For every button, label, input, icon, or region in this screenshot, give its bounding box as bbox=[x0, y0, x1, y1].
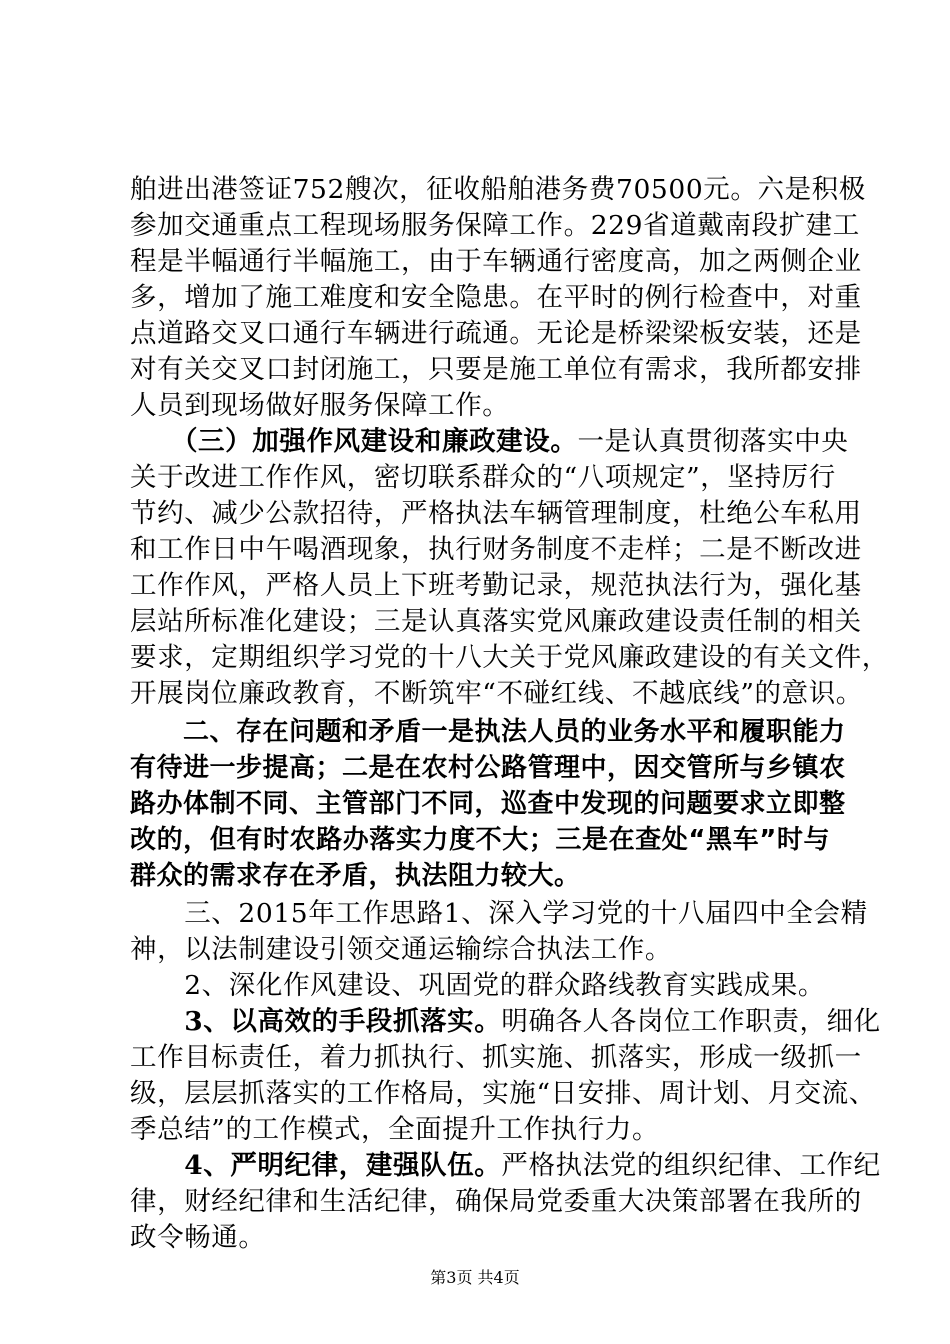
text-line: 2、深化作风建设、巩固党的群众路线教育实践成果。 bbox=[130, 970, 825, 1001]
page-footer: 第3页 共4页 bbox=[430, 1268, 520, 1287]
bold-text-line: 二、存在问题和矛盾一是执法人员的业务水平和履职能力 bbox=[130, 717, 846, 747]
text-run: 明确各人各岗位工作职责，细化 bbox=[501, 1006, 881, 1037]
text-line: 多，增加了施工难度和安全隐患。在平时的例行检查中，对重 bbox=[130, 282, 862, 313]
text-line: 参加交通重点工程现场服务保障工作。229省道戴南段扩建工 bbox=[130, 210, 860, 241]
bold-text-line: 群众的需求存在矛盾，执法阻力较大。 bbox=[130, 861, 581, 891]
text-line: 要求，定期组织学习党的十八大关于党风廉政建设的有关文件， bbox=[130, 642, 889, 673]
text-line: 政令畅通。 bbox=[130, 1222, 266, 1253]
text-line: 关于改进工作作风，密切联系群众的“八项规定”，坚持厉行 bbox=[130, 462, 836, 493]
bold-text-line: 有待进一步提高；二是在农村公路管理中，因交管所与乡镇农 bbox=[130, 753, 846, 783]
text-line: 开展岗位廉政教育，不断筑牢“不碰红线、不越底线”的意识。 bbox=[130, 678, 863, 709]
bold-text-line: 改的，但有时农路办落实力度不大；三是在查处“黑车”时与 bbox=[130, 825, 830, 855]
text-line: 舶进出港签证752艘次，征收船舶港务费70500元。六是积极 bbox=[130, 174, 866, 205]
item-heading: 4、严明纪律，建强队伍。 bbox=[130, 1150, 502, 1181]
section-heading-line bbox=[130, 424, 849, 460]
text-line: 人员到现场做好服务保障工作。 bbox=[130, 390, 510, 421]
text-line: 神，以法制建设引领交通运输综合执法工作。 bbox=[130, 934, 672, 965]
text-line: 律，财经纪律和生活纪律，确保局党委重大决策部署在我所的 bbox=[130, 1186, 862, 1217]
text-line: 层站所标准化建设；三是认真落实党风廉政建设责任制的相关 bbox=[130, 606, 862, 637]
text-line: 工作目标责任，着力抓执行、抓实施、抓落实，形成一级抓一 bbox=[130, 1042, 862, 1073]
item-heading-line bbox=[130, 1004, 881, 1040]
text-line: 点道路交叉口通行车辆进行疏通。无论是桥梁梁板安装，还是 bbox=[130, 318, 862, 349]
text-line: 和工作日中午喝酒现象，执行财务制度不走样；二是不断改进 bbox=[130, 534, 862, 565]
text-line: 节约、减少公款招待，严格执法车辆管理制度，杜绝公车私用 bbox=[130, 498, 862, 529]
text-line: 工作作风，严格人员上下班考勤记录，规范执法行为，强化基 bbox=[130, 570, 862, 601]
section-heading: （三）加强作风建设和廉政建设。 bbox=[130, 426, 578, 457]
text-run: 一是认真贯彻落实中央 bbox=[577, 426, 849, 457]
text-run: 严格执法党的组织纪律、工作纪 bbox=[501, 1150, 881, 1181]
text-line: 级，层层抓落实的工作格局，实施“日安排、周计划、月交流、 bbox=[130, 1078, 876, 1109]
item-heading-line bbox=[130, 1148, 881, 1184]
text-line: 对有关交叉口封闭施工，只要是施工单位有需求，我所都安排 bbox=[130, 354, 862, 385]
text-line: 程是半幅通行半幅施工，由于车辆通行密度高，加之两侧企业 bbox=[130, 246, 862, 277]
text-line: 三、2015年工作思路1、深入学习党的十八届四中全会精 bbox=[130, 898, 868, 929]
bold-text-line: 路办体制不同、主管部门不同，巡查中发现的问题要求立即整 bbox=[130, 789, 846, 819]
item-heading: 3、以高效的手段抓落实。 bbox=[130, 1006, 502, 1037]
text-line: 季总结”的工作模式，全面提升工作执行力。 bbox=[130, 1114, 660, 1145]
